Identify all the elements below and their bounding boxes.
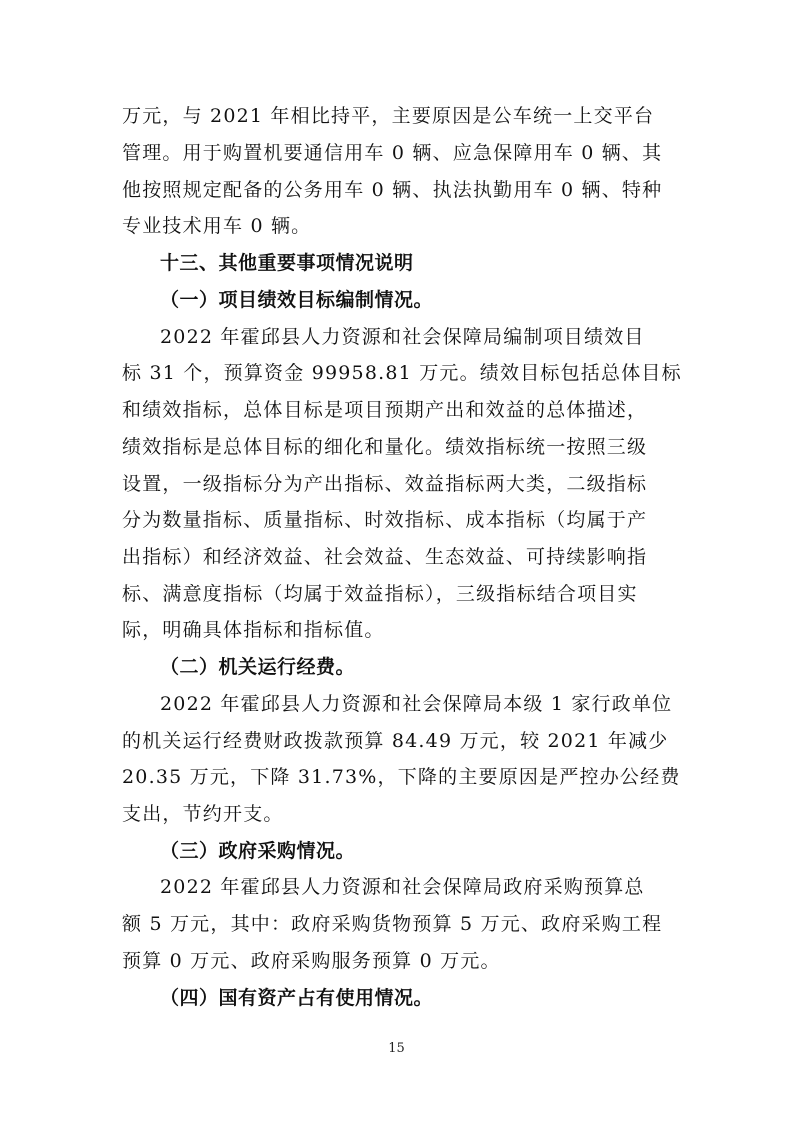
paragraph-line: 2022 年霍邱县人力资源和社会保障局政府采购预算总 xyxy=(160,876,645,898)
paragraph-line: 设置，一级指标分为产出指标、效益指标两大类，二级指标 xyxy=(122,473,648,495)
paragraph-line: 20.35 万元，下降 31.73%，下降的主要原因是严控办公经费 xyxy=(122,766,681,788)
paragraph-line: 际，明确具体指标和指标值。 xyxy=(122,619,385,641)
paragraph-line: 额 5 万元，其中：政府采购货物预算 5 万元、政府采购工程 xyxy=(122,913,663,935)
paragraph-line: 出指标）和经济效益、社会效益、生态效益、可持续影响指 xyxy=(122,546,648,568)
paragraph-line: 管理。用于购置机要通信用车 0 辆、应急保障用车 0 辆、其 xyxy=(122,142,663,164)
paragraph-line: 标、满意度指标（均属于效益指标），三级指标结合项目实 xyxy=(122,583,638,605)
subsection-heading: （二）机关运行经费。 xyxy=(160,656,356,678)
paragraph-line: 预算 0 万元、政府采购服务预算 0 万元。 xyxy=(122,950,501,972)
section-heading: 十三、其他重要事项情况说明 xyxy=(160,252,414,274)
paragraph-line: 专业技术用车 0 辆。 xyxy=(122,215,312,237)
paragraph-line: 2022 年霍邱县人力资源和社会保障局本级 1 家行政单位 xyxy=(160,693,673,715)
page-number: 15 xyxy=(388,1041,405,1056)
subsection-heading: （四）国有资产占有使用情况。 xyxy=(160,987,434,1009)
paragraph-line: 标 31 个，预算资金 99958.81 万元。绩效目标包括总体目标 xyxy=(122,362,682,384)
paragraph-line: 2022 年霍邱县人力资源和社会保障局编制项目绩效目 xyxy=(160,326,645,348)
subsection-heading: （三）政府采购情况。 xyxy=(160,840,356,862)
paragraph-line: 绩效指标是总体目标的细化和量化。绩效指标统一按照三级 xyxy=(122,436,648,458)
paragraph-line: 的机关运行经费财政拨款预算 84.49 万元，较 2021 年减少 xyxy=(122,730,669,752)
paragraph-line: 和绩效指标，总体目标是项目预期产出和效益的总体描述， xyxy=(122,399,648,421)
subsection-heading: （一）项目绩效目标编制情况。 xyxy=(160,289,434,311)
paragraph-line: 他按照规定配备的公务用车 0 辆、执法执勤用车 0 辆、特种 xyxy=(122,179,663,201)
paragraph-line: 分为数量指标、质量指标、时效指标、成本指标（均属于产 xyxy=(122,509,648,531)
paragraph-line: 支出，节约开支。 xyxy=(122,803,284,825)
paragraph-line: 万元，与 2021 年相比持平，主要原因是公车统一上交平台 xyxy=(122,105,655,127)
